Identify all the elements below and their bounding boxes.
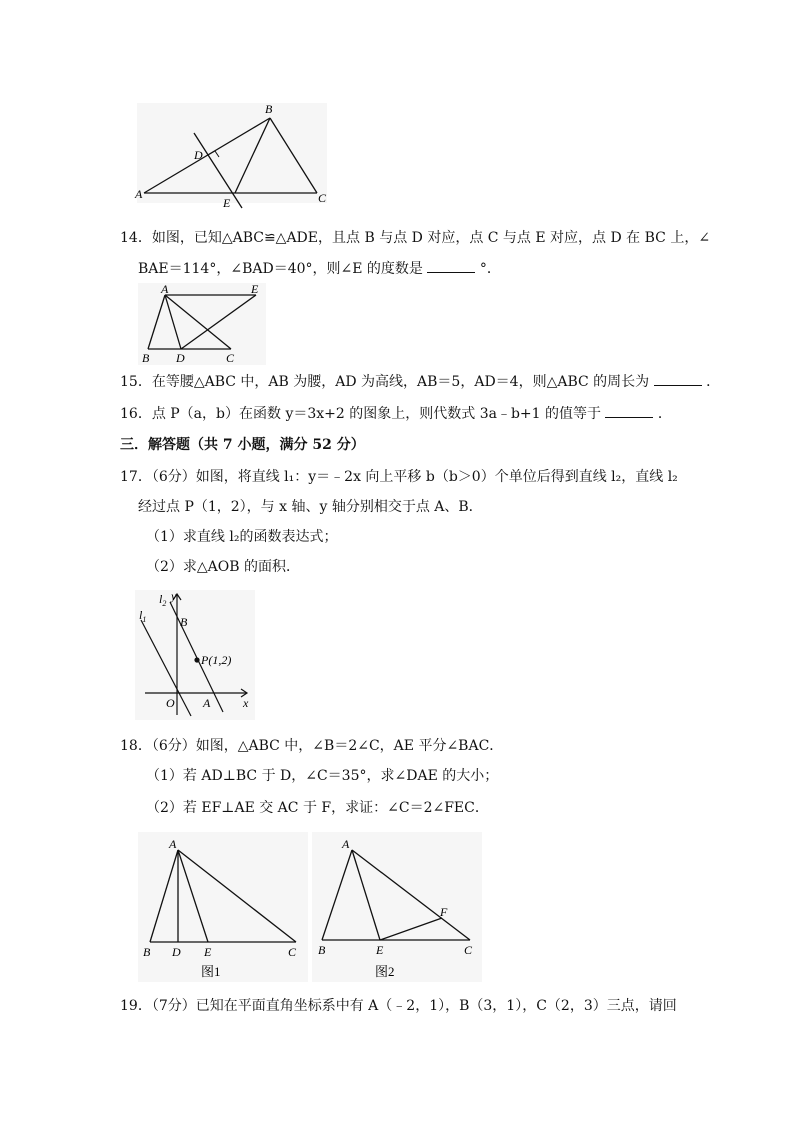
q16-suffix: ．	[657, 406, 672, 422]
label-b: B	[142, 351, 150, 365]
section-heading-3: 三．解答题（共 7 小题，满分 52 分）	[120, 437, 365, 453]
q17-part1: （1）求直线 l₂的函数表达式；	[146, 529, 338, 545]
label-e: E	[376, 943, 384, 957]
label-c: C	[464, 943, 473, 957]
point-p	[194, 657, 199, 662]
figure-q18-1	[138, 832, 308, 982]
label-e: E	[223, 196, 231, 210]
label-d: D	[176, 351, 185, 365]
answer-blank-q16[interactable]	[605, 403, 653, 418]
caption-figure-1: 图1	[201, 964, 221, 979]
label-b: B	[143, 945, 151, 959]
label-e: E	[204, 945, 212, 959]
label-a: A	[161, 283, 169, 296]
label-y: y	[171, 590, 177, 603]
q14-line1: 14．如图，已知△ABC≌△ADE，且点 B 与点 D 对应，点 C 与点 E 对应，点 D 在 BC 上，∠	[120, 230, 711, 246]
q16-line	[120, 403, 672, 424]
q14-line2-text: BAE＝114°，∠BAD＝40°，则∠E 的度数是	[138, 261, 423, 277]
label-a: A	[135, 187, 143, 201]
figure-q14	[138, 283, 266, 365]
q16-text: 16．点 P（a，b）在函数 y＝3x+2 的图象上，则代数式 3a﹣b+1 的值等于	[120, 406, 601, 422]
figure-background	[312, 832, 482, 982]
label-x: x	[243, 696, 249, 710]
figure-q17-coordinate-plane	[135, 590, 255, 720]
label-l2: $l_2$	[159, 592, 167, 608]
answer-blank-q14[interactable]	[427, 258, 475, 273]
label-a: A	[342, 837, 350, 851]
q15-suffix: ．	[706, 374, 721, 390]
label-a: A	[203, 696, 211, 710]
label-d: D	[172, 945, 181, 959]
label-f: F	[440, 905, 448, 919]
figure-q18-2	[312, 832, 482, 982]
q14-line2	[138, 258, 501, 279]
q17-line1: 17．（6分）如图，将直线 l₁：y＝﹣2x 向上平移 b（b＞0）个单位后得到直线 l₂，直线 l₂	[120, 469, 678, 485]
answer-blank-q15[interactable]	[654, 371, 702, 386]
label-b: B	[318, 943, 326, 957]
label-c: C	[226, 351, 235, 365]
label-b: B	[265, 102, 273, 116]
label-c: C	[288, 945, 297, 959]
q18-line1: 18．（6分）如图，△ABC 中，∠B＝2∠C，AE 平分∠BAC．	[120, 738, 504, 754]
q19-line1: 19．（7分）已知在平面直角坐标系中有 A（﹣2，1），B（3，1），C（2，3）三点，请回	[120, 998, 677, 1014]
label-o: O	[166, 696, 175, 710]
caption-figure-2: 图2	[375, 964, 395, 979]
q15-text: 15．在等腰△ABC 中，AB 为腰，AD 为高线，AB＝5，AD＝4，则△ABC 的周长为	[120, 374, 650, 390]
label-a: A	[169, 837, 177, 851]
label-p: P(1,2)	[201, 653, 232, 667]
label-c: C	[318, 191, 327, 205]
q17-part2: （2）求△AOB 的面积．	[146, 559, 300, 575]
q14-line2-suffix: °．	[479, 261, 501, 277]
figure-background	[138, 832, 308, 982]
label-e: E	[251, 283, 259, 296]
label-d: D	[194, 148, 203, 162]
figure-background	[137, 103, 327, 203]
q17-line2: 经过点 P（1，2），与 x 轴、y 轴分别相交于点 A、B．	[138, 499, 483, 515]
label-b: B	[180, 615, 188, 629]
figure-q13	[132, 98, 332, 210]
q15-line	[120, 371, 720, 392]
q18-part1: （1）若 AD⊥BC 于 D，∠C＝35°，求∠DAE 的大小；	[146, 768, 499, 784]
label-l1: $l_1$	[139, 608, 147, 624]
q18-part2: （2）若 EF⊥AE 交 AC 于 F，求证：∠C＝2∠FEC．	[146, 800, 489, 816]
